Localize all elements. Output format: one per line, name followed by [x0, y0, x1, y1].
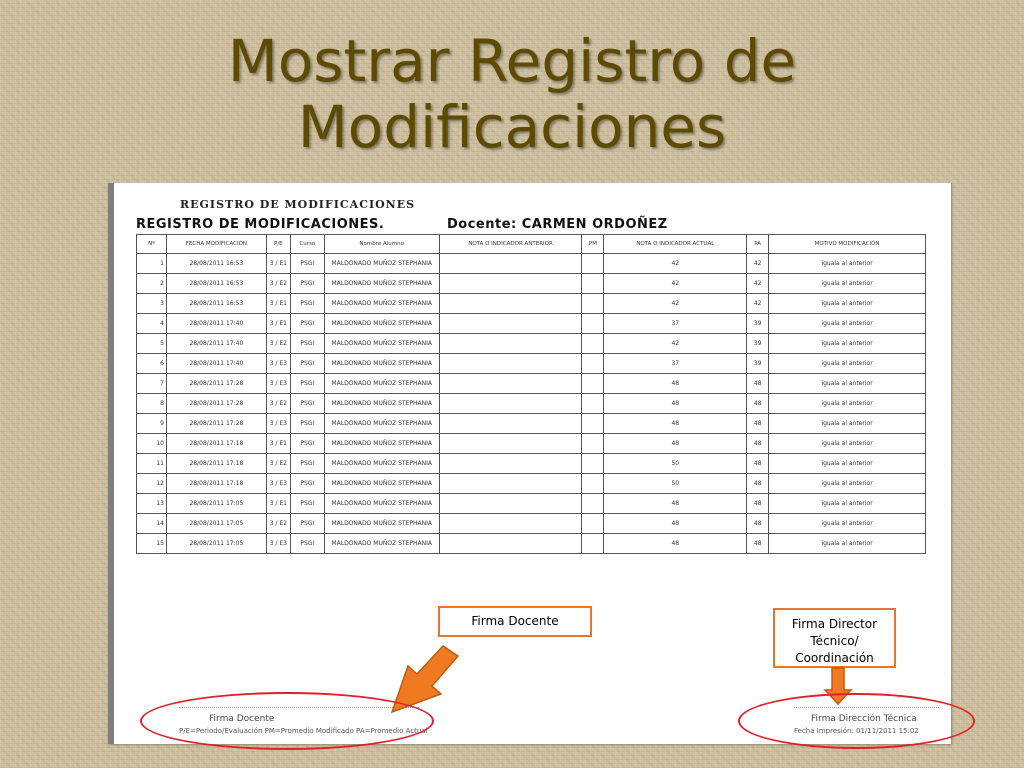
table-cell-act: 37	[604, 354, 747, 374]
document-teacher: Docente: CARMEN ORDOÑEZ	[447, 217, 668, 232]
table-cell-curso: PSGI	[290, 494, 324, 514]
table-cell-n: 1	[137, 254, 167, 274]
table-row	[137, 454, 926, 474]
table-cell-ant	[439, 274, 582, 294]
table-cell-fecha: 28/08/2011 17:28	[166, 394, 266, 414]
table-cell-n: 9	[137, 414, 167, 434]
table-cell-n: 12	[137, 474, 167, 494]
table-cell-fecha: 28/08/2011 17:40	[166, 314, 266, 334]
table-cell-pa: 39	[747, 334, 769, 354]
table-cell-pe: 3 / E3	[266, 414, 290, 434]
table-cell-fecha: 28/08/2011 17:28	[166, 414, 266, 434]
table-cell-motivo: iguala al anterior	[769, 254, 926, 274]
table-cell-motivo: iguala al anterior	[769, 534, 926, 554]
modifications-table	[136, 234, 926, 554]
table-cell-pe: 3 / E3	[266, 354, 290, 374]
footer-firma-direccion: Firma Dirección Técnica	[811, 714, 917, 724]
column-header: PM	[582, 235, 604, 254]
table-cell-curso: PSGI	[290, 254, 324, 274]
slide-title	[0, 28, 1024, 160]
table-cell-alumno: MALDONADO MUÑOZ STEPHANIA	[324, 354, 439, 374]
callout-firma-director-line3: Coordinación	[795, 651, 874, 665]
table-cell-pm	[582, 354, 604, 374]
table-cell-pe: 3 / E1	[266, 254, 290, 274]
table-cell-pa: 42	[747, 254, 769, 274]
column-header: NOTA O INDICADOR ACTUAL	[604, 235, 747, 254]
table-cell-n: 11	[137, 454, 167, 474]
footer-print-date: Fecha Impresión: 01/11/2011 15:02	[794, 727, 919, 735]
table-cell-n: 4	[137, 314, 167, 334]
table-row	[137, 394, 926, 414]
table-cell-pm	[582, 254, 604, 274]
table-cell-act: 50	[604, 454, 747, 474]
column-header: MOTIVO MODIFICACIÓN	[769, 235, 926, 254]
column-header: Nº	[137, 235, 167, 254]
column-header: NOTA O INDICADOR ANTERIOR	[439, 235, 582, 254]
table-cell-pa: 39	[747, 354, 769, 374]
table-cell-fecha: 28/08/2011 17:28	[166, 374, 266, 394]
column-header: FECHA MODIFICACIÓN	[166, 235, 266, 254]
table-cell-fecha: 28/08/2011 16:53	[166, 254, 266, 274]
table-cell-pa: 48	[747, 474, 769, 494]
table-cell-pm	[582, 534, 604, 554]
table-cell-n: 10	[137, 434, 167, 454]
table-cell-pe: 3 / E2	[266, 334, 290, 354]
table-cell-curso: PSGI	[290, 354, 324, 374]
table-cell-curso: PSGI	[290, 374, 324, 394]
table-cell-pm	[582, 434, 604, 454]
table-cell-pe: 3 / E1	[266, 294, 290, 314]
table-cell-alumno: MALDONADO MUÑOZ STEPHANIA	[324, 394, 439, 414]
table-cell-ant	[439, 354, 582, 374]
table-cell-ant	[439, 394, 582, 414]
table-row	[137, 434, 926, 454]
table-cell-curso: PSGI	[290, 274, 324, 294]
table-cell-motivo: iguala al anterior	[769, 394, 926, 414]
table-cell-pm	[582, 294, 604, 314]
table-cell-ant	[439, 454, 582, 474]
table-cell-motivo: iguala al anterior	[769, 314, 926, 334]
table-cell-motivo: iguala al anterior	[769, 454, 926, 474]
table-cell-act: 48	[604, 534, 747, 554]
table-cell-pm	[582, 494, 604, 514]
table-cell-n: 8	[137, 394, 167, 414]
table-cell-curso: PSGI	[290, 314, 324, 334]
table-cell-alumno: MALDONADO MUÑOZ STEPHANIA	[324, 534, 439, 554]
table-cell-pe: 3 / E2	[266, 454, 290, 474]
slide-title-line2: Modificaciones	[297, 93, 727, 161]
table-cell-pe: 3 / E1	[266, 494, 290, 514]
table-cell-ant	[439, 374, 582, 394]
table-row	[137, 374, 926, 394]
callout-firma-director-line1: Firma Director	[791, 617, 878, 631]
arrow-down-left-icon	[388, 646, 463, 711]
table-cell-pa: 48	[747, 454, 769, 474]
table-cell-pe: 3 / E1	[266, 314, 290, 334]
table-cell-pe: 3 / E3	[266, 534, 290, 554]
table-cell-ant	[439, 414, 582, 434]
table-cell-motivo: iguala al anterior	[769, 514, 926, 534]
table-cell-act: 37	[604, 314, 747, 334]
table-cell-alumno: MALDONADO MUÑOZ STEPHANIA	[324, 494, 439, 514]
table-cell-pe: 3 / E1	[266, 434, 290, 454]
table-cell-pm	[582, 474, 604, 494]
table-row	[137, 494, 926, 514]
callout-firma-director-line2: Técnico/	[810, 634, 859, 648]
table-cell-alumno: MALDONADO MUÑOZ STEPHANIA	[324, 314, 439, 334]
table-cell-fecha: 28/08/2011 17:05	[166, 514, 266, 534]
column-header: Nombre Alumno	[324, 235, 439, 254]
table-row	[137, 314, 926, 334]
table-cell-alumno: MALDONADO MUÑOZ STEPHANIA	[324, 474, 439, 494]
table-cell-alumno: MALDONADO MUÑOZ STEPHANIA	[324, 294, 439, 314]
table-cell-pm	[582, 274, 604, 294]
table-row	[137, 414, 926, 434]
table-cell-alumno: MALDONADO MUÑOZ STEPHANIA	[324, 254, 439, 274]
table-cell-motivo: iguala al anterior	[769, 354, 926, 374]
table-cell-curso: PSGI	[290, 414, 324, 434]
table-cell-pa: 48	[747, 434, 769, 454]
table-cell-ant	[439, 294, 582, 314]
table-cell-n: 2	[137, 274, 167, 294]
table-cell-alumno: MALDONADO MUÑOZ STEPHANIA	[324, 514, 439, 534]
table-cell-pe: 3 / E2	[266, 274, 290, 294]
column-header: Curso	[290, 235, 324, 254]
table-cell-pa: 42	[747, 294, 769, 314]
table-cell-pm	[582, 314, 604, 334]
table-cell-ant	[439, 474, 582, 494]
table-cell-alumno: MALDONADO MUÑOZ STEPHANIA	[324, 434, 439, 454]
table-cell-act: 42	[604, 274, 747, 294]
table-row	[137, 294, 926, 314]
table-cell-ant	[439, 534, 582, 554]
table-cell-fecha: 28/08/2011 17:18	[166, 454, 266, 474]
table-cell-pe: 3 / E2	[266, 394, 290, 414]
table-cell-act: 48	[604, 514, 747, 534]
table-cell-n: 3	[137, 294, 167, 314]
table-cell-alumno: MALDONADO MUÑOZ STEPHANIA	[324, 374, 439, 394]
table-cell-alumno: MALDONADO MUÑOZ STEPHANIA	[324, 414, 439, 434]
table-row	[137, 474, 926, 494]
table-cell-fecha: 28/08/2011 16:53	[166, 274, 266, 294]
table-cell-act: 42	[604, 254, 747, 274]
table-row	[137, 534, 926, 554]
table-cell-fecha: 28/08/2011 17:05	[166, 534, 266, 554]
table-cell-pa: 42	[747, 274, 769, 294]
table-cell-n: 6	[137, 354, 167, 374]
table-cell-pe: 3 / E2	[266, 514, 290, 534]
table-cell-curso: PSGI	[290, 394, 324, 414]
table-cell-alumno: MALDONADO MUÑOZ STEPHANIA	[324, 454, 439, 474]
table-cell-curso: PSGI	[290, 294, 324, 314]
table-row	[137, 334, 926, 354]
table-header-row	[137, 235, 926, 254]
document-header: REGISTRO DE MODIFICACIONES	[180, 198, 416, 211]
table-cell-pe: 3 / E3	[266, 474, 290, 494]
table-cell-pm	[582, 414, 604, 434]
table-cell-pm	[582, 514, 604, 534]
table-cell-n: 15	[137, 534, 167, 554]
footer-legend: P/E=Periodo/Evaluación PM=Promedio Modificado PA=Promedio Actual	[179, 727, 428, 735]
table-cell-pa: 48	[747, 414, 769, 434]
table-cell-alumno: MALDONADO MUÑOZ STEPHANIA	[324, 274, 439, 294]
highlight-ellipse-direccion	[738, 693, 975, 749]
table-cell-act: 48	[604, 434, 747, 454]
column-header: P/E	[266, 235, 290, 254]
table-cell-pe: 3 / E3	[266, 374, 290, 394]
table-cell-curso: PSGI	[290, 434, 324, 454]
table-cell-fecha: 28/08/2011 17:05	[166, 494, 266, 514]
table-cell-n: 5	[137, 334, 167, 354]
table-cell-pa: 48	[747, 394, 769, 414]
table-cell-act: 48	[604, 414, 747, 434]
document-subheader: REGISTRO DE MODIFICACIONES.	[136, 217, 385, 232]
table-cell-curso: PSGI	[290, 334, 324, 354]
table-cell-pa: 39	[747, 314, 769, 334]
table-cell-pa: 48	[747, 494, 769, 514]
table-cell-alumno: MALDONADO MUÑOZ STEPHANIA	[324, 334, 439, 354]
table-cell-ant	[439, 254, 582, 274]
table-cell-fecha: 28/08/2011 16:53	[166, 294, 266, 314]
table-cell-n: 7	[137, 374, 167, 394]
callout-firma-docente	[438, 606, 592, 637]
table-cell-motivo: iguala al anterior	[769, 334, 926, 354]
table-cell-act: 48	[604, 394, 747, 414]
table-cell-ant	[439, 494, 582, 514]
table-cell-pm	[582, 454, 604, 474]
table-cell-n: 13	[137, 494, 167, 514]
table-cell-act: 48	[604, 374, 747, 394]
table-row	[137, 514, 926, 534]
table-cell-motivo: iguala al anterior	[769, 374, 926, 394]
table-cell-motivo: iguala al anterior	[769, 434, 926, 454]
table-cell-pa: 48	[747, 514, 769, 534]
table-cell-ant	[439, 314, 582, 334]
table-row	[137, 354, 926, 374]
table-cell-pa: 48	[747, 374, 769, 394]
table-cell-act: 42	[604, 334, 747, 354]
table-cell-fecha: 28/08/2011 17:40	[166, 354, 266, 374]
table-cell-motivo: iguala al anterior	[769, 474, 926, 494]
slide-title-line1: Mostrar Registro de	[227, 27, 797, 95]
highlight-ellipse-docente	[140, 692, 434, 750]
table-cell-act: 42	[604, 294, 747, 314]
table-cell-pm	[582, 374, 604, 394]
table-cell-fecha: 28/08/2011 17:18	[166, 474, 266, 494]
table-cell-ant	[439, 334, 582, 354]
table-cell-curso: PSGI	[290, 454, 324, 474]
table-cell-motivo: iguala al anterior	[769, 414, 926, 434]
table-cell-motivo: iguala al anterior	[769, 274, 926, 294]
table-cell-act: 50	[604, 474, 747, 494]
table-cell-curso: PSGI	[290, 474, 324, 494]
table-cell-curso: PSGI	[290, 514, 324, 534]
table-cell-curso: PSGI	[290, 534, 324, 554]
table-cell-pm	[582, 334, 604, 354]
table-cell-act: 48	[604, 494, 747, 514]
callout-firma-director	[773, 608, 896, 668]
table-row	[137, 274, 926, 294]
table-cell-fecha: 28/08/2011 17:40	[166, 334, 266, 354]
table-cell-pm	[582, 394, 604, 414]
table-cell-ant	[439, 434, 582, 454]
table-cell-n: 14	[137, 514, 167, 534]
table-cell-ant	[439, 514, 582, 534]
table-cell-motivo: iguala al anterior	[769, 494, 926, 514]
footer-firma-docente: Firma Docente	[209, 714, 275, 724]
table-row	[137, 254, 926, 274]
callout-firma-docente-label: Firma Docente	[471, 614, 559, 628]
table-cell-fecha: 28/08/2011 17:18	[166, 434, 266, 454]
table-cell-motivo: iguala al anterior	[769, 294, 926, 314]
column-header: PA	[747, 235, 769, 254]
table-cell-pa: 48	[747, 534, 769, 554]
